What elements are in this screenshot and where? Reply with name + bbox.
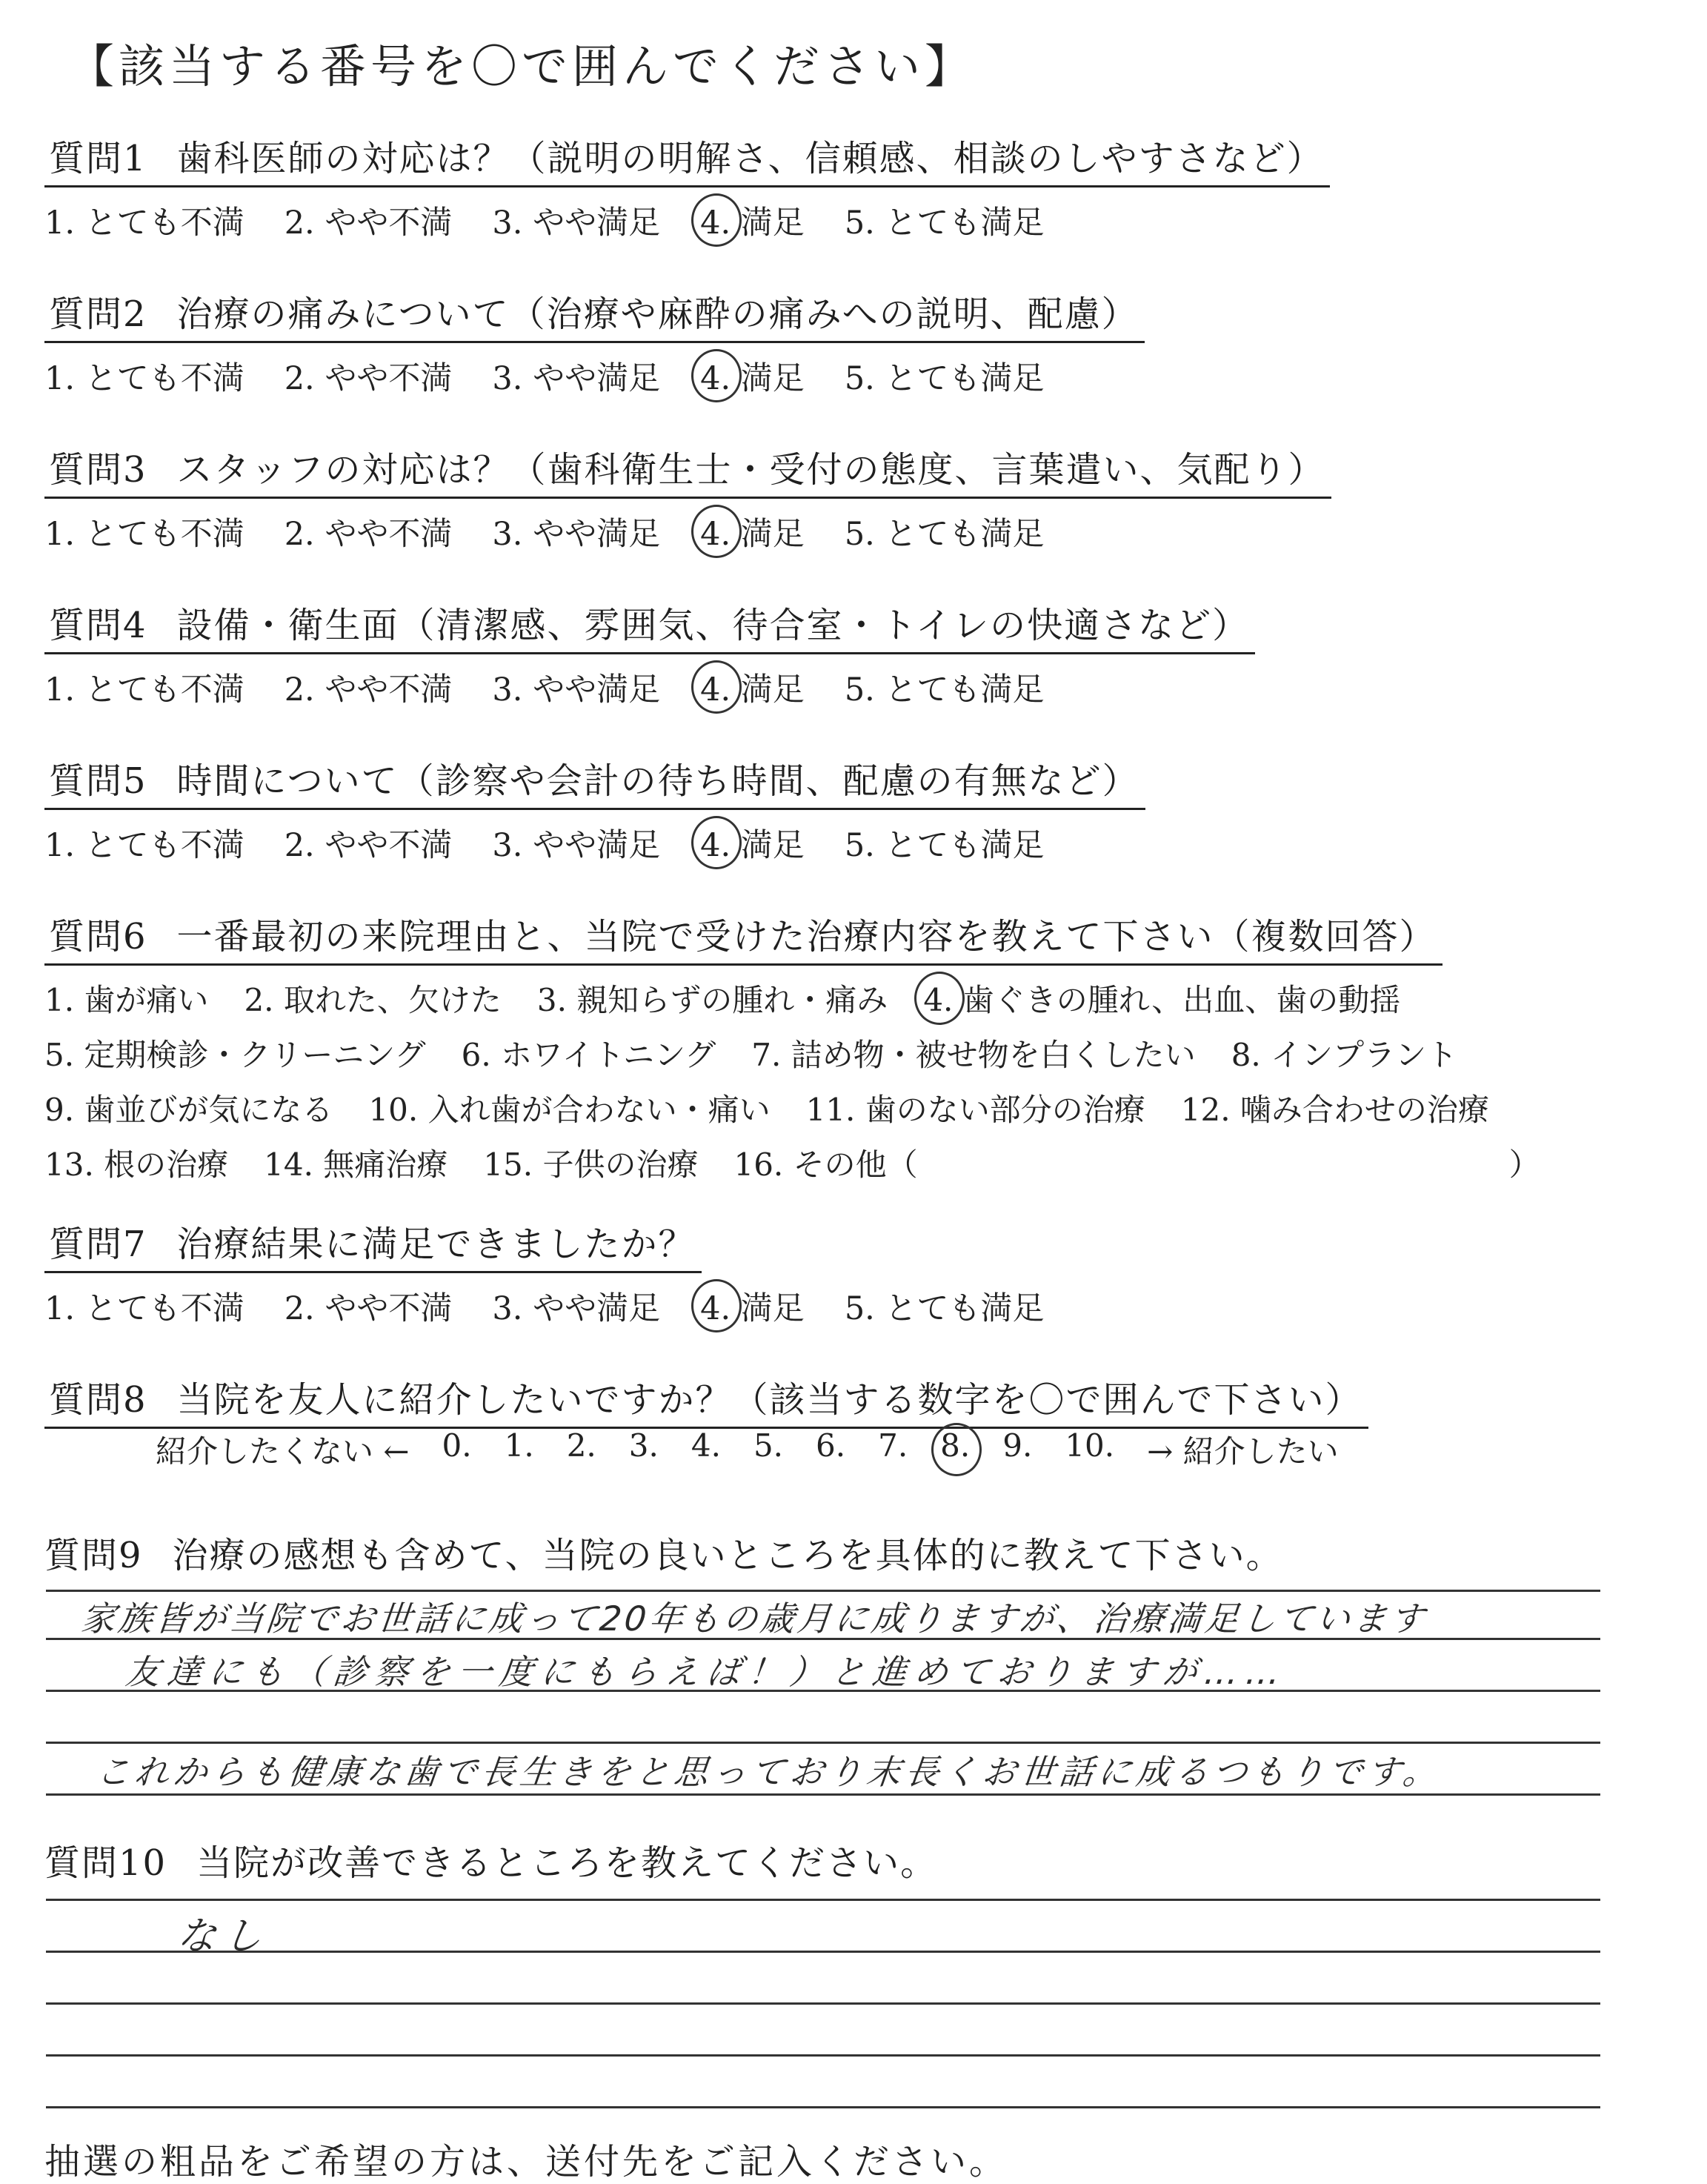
option-2[interactable]: 2. やや不満 (284, 205, 453, 242)
option-1[interactable]: 1. とても不満 (44, 516, 244, 553)
handwritten-answer-line-1: 家族皆が当院でお世話に成って20年もの歳月に成りますが、治療満足しています (79, 1599, 1430, 1639)
question-2 (44, 285, 1652, 399)
options-row (44, 1141, 1652, 1185)
answer-line (46, 2106, 1600, 2108)
option-1[interactable]: 1. とても不満 (44, 205, 244, 242)
answer-line (46, 2002, 1600, 2005)
option-3[interactable]: 3. やや満足 (492, 671, 661, 708)
option-1[interactable]: 1. とても不満 (44, 827, 244, 864)
recommend-scale (156, 1427, 1339, 1472)
scale-3[interactable]: 3. (628, 1427, 659, 1464)
question-text: 一番最初の来院理由と、当院で受けた治療内容を教えて下さい（複数回答） (176, 916, 1437, 957)
scale-right-label: → 紹介したい (1147, 1433, 1339, 1470)
question-number: 質問3 (49, 449, 147, 491)
option-1[interactable]: 1. とても不満 (44, 671, 244, 708)
scale-1[interactable]: 1. (504, 1427, 534, 1464)
answer-line (46, 1899, 1600, 1901)
question-number: 質問10 (44, 1842, 167, 1884)
option-4-circled[interactable]: 4. 満足 (700, 509, 805, 554)
other-close-paren: ） (1508, 1146, 1540, 1183)
scale-9[interactable]: 9. (1002, 1427, 1033, 1464)
option-3[interactable]: 3. やや満足 (492, 1290, 661, 1327)
option-4-circled[interactable]: 4. 満足 (700, 1284, 805, 1329)
question-4 (44, 597, 1652, 710)
question-text: 治療の痛みについて（治療や麻酔の痛みへの説明、配慮） (176, 293, 1139, 335)
scale-0[interactable]: 0. (442, 1427, 472, 1464)
options-row (44, 1031, 1652, 1075)
option-3[interactable]: 3. 親知らずの腫れ・痛み (536, 982, 888, 1018)
question-heading (44, 285, 1145, 343)
scale-2[interactable]: 2. (566, 1427, 596, 1464)
option-2[interactable]: 2. やや不満 (284, 516, 453, 553)
option-4-circled[interactable]: 4. 歯ぐきの腫れ、出血、歯の動揺 (923, 976, 1400, 1020)
question-text: 当院を友人に紹介したいですか？（該当する数字を〇で囲んで下さい） (176, 1379, 1362, 1421)
option-4-circled[interactable]: 4. 満足 (700, 354, 805, 399)
question-3 (44, 441, 1652, 554)
handwritten-answer-line-3: これからも健康な歯で長生きをと思っており末長くお世話に成るつもりです。 (93, 1752, 1444, 1792)
option-3[interactable]: 3. やや満足 (492, 827, 661, 864)
handwritten-answer-line-2: 友達にも（診察を一度にもらえば！）と進めておりますが…… (123, 1652, 1290, 1692)
question-text: スタッフの対応は？（歯科衛生士・受付の態度、言葉遣い、気配り） (176, 449, 1325, 491)
question-text: 当院が改善できるところを教えてください。 (196, 1842, 938, 1884)
option-5[interactable]: 5. とても満足 (844, 827, 1045, 864)
option-1[interactable]: 1. とても不満 (44, 360, 244, 397)
option-16[interactable]: 16. その他（ (733, 1146, 918, 1183)
option-1[interactable]: 1. とても不満 (44, 1290, 244, 1327)
options-row (44, 665, 1652, 710)
question-10-heading (44, 1834, 937, 1885)
question-number: 質問6 (49, 916, 147, 957)
option-4-circled[interactable]: 4. 満足 (700, 820, 805, 866)
question-heading (44, 1371, 1368, 1429)
question-heading (44, 441, 1331, 499)
question-number: 質問9 (44, 1535, 143, 1576)
scale-left-label: 紹介したくない ← (156, 1433, 410, 1470)
question-heading (44, 908, 1443, 966)
question-text: 治療の感想も含めて、当院の良いところを具体的に教えて下さい。 (172, 1535, 1283, 1576)
handwritten-answer: なし (175, 1914, 272, 1959)
question-number: 質問8 (49, 1379, 147, 1421)
question-text: 時間について（診察や会計の待ち時間、配慮の有無など） (176, 760, 1139, 802)
option-5[interactable]: 5. とても満足 (844, 205, 1045, 242)
option-7[interactable]: 7. 詰め物・被せ物を白くしたい (751, 1037, 1196, 1073)
option-3[interactable]: 3. やや満足 (492, 205, 661, 242)
option-5[interactable]: 5. 定期検診・クリーニング (44, 1037, 426, 1073)
option-6[interactable]: 6. ホワイトニング (461, 1037, 716, 1073)
option-10[interactable]: 10. 入れ歯が合わない・痛い (368, 1092, 771, 1128)
scale-10[interactable]: 10. (1065, 1427, 1115, 1464)
answer-line (46, 1951, 1600, 1953)
question-number: 質問2 (49, 293, 147, 335)
option-5[interactable]: 5. とても満足 (844, 1290, 1045, 1327)
options-row (44, 198, 1652, 243)
option-8[interactable]: 8. インプラント (1231, 1037, 1458, 1073)
option-4-circled[interactable]: 4. 満足 (700, 665, 805, 710)
option-2[interactable]: 2. やや不満 (284, 671, 453, 708)
question-number: 質問4 (49, 605, 147, 646)
option-2[interactable]: 2. やや不満 (284, 827, 453, 864)
options-row (44, 509, 1652, 554)
question-number: 質問1 (49, 138, 147, 179)
cut-off-footer-text: 抽選の粗品をご希望の方は、送付先をご記入ください。 (44, 2141, 1008, 2183)
option-12[interactable]: 12. 噛み合わせの治療 (1180, 1092, 1489, 1128)
scale-6[interactable]: 6. (816, 1427, 846, 1464)
question-text: 治療結果に満足できましたか？ (176, 1224, 696, 1265)
option-3[interactable]: 3. やや満足 (492, 516, 661, 553)
option-2[interactable]: 2. やや不満 (284, 1290, 453, 1327)
question-8 (44, 1371, 1652, 1429)
option-13[interactable]: 13. 根の治療 (44, 1146, 229, 1183)
options-row (44, 976, 1652, 1020)
option-5[interactable]: 5. とても満足 (844, 360, 1045, 397)
answer-line (46, 1742, 1600, 1744)
question-heading (44, 597, 1255, 654)
question-number: 質問7 (49, 1224, 147, 1265)
options-row (44, 1086, 1652, 1130)
scale-7[interactable]: 7. (878, 1427, 908, 1464)
option-5[interactable]: 5. とても満足 (844, 516, 1045, 553)
question-6 (44, 908, 1652, 1185)
option-9[interactable]: 9. 歯並びが気になる (44, 1092, 333, 1128)
options-row (44, 1284, 1652, 1329)
option-15[interactable]: 15. 子供の治療 (483, 1146, 699, 1183)
question-heading (44, 1215, 702, 1273)
option-4-circled[interactable]: 4. 満足 (700, 198, 805, 243)
options-row (44, 354, 1652, 399)
option-2[interactable]: 2. やや不満 (284, 360, 453, 397)
question-5 (44, 752, 1652, 866)
question-7 (44, 1215, 1652, 1329)
option-2[interactable]: 2. 取れた、欠けた (244, 982, 502, 1018)
question-text: 設備・衛生面（清潔感、雰囲気、待合室・トイレの快適さなど） (176, 605, 1250, 646)
scale-8-circled[interactable]: 8. (940, 1427, 970, 1472)
scale-5[interactable]: 5. (753, 1427, 784, 1464)
question-heading (44, 130, 1330, 187)
option-11[interactable]: 11. 歯のない部分の治療 (805, 1092, 1145, 1128)
option-5[interactable]: 5. とても満足 (844, 671, 1045, 708)
question-heading (44, 752, 1145, 810)
option-3[interactable]: 3. やや満足 (492, 360, 661, 397)
question-text: 歯科医師の対応は？（説明の明解さ、信頼感、相談のしやすさなど） (176, 138, 1324, 179)
option-1[interactable]: 1. 歯が痛い (44, 982, 209, 1018)
question-number: 質問5 (49, 760, 147, 802)
answer-line (46, 2054, 1600, 2057)
question-9-heading (44, 1527, 1283, 1578)
options-row (44, 820, 1652, 866)
scale-4[interactable]: 4. (691, 1427, 721, 1464)
option-14[interactable]: 14. 無痛治療 (264, 1146, 448, 1183)
form-title: 【該当する番号を〇で囲んでください】 (68, 39, 976, 93)
question-1 (44, 130, 1652, 243)
